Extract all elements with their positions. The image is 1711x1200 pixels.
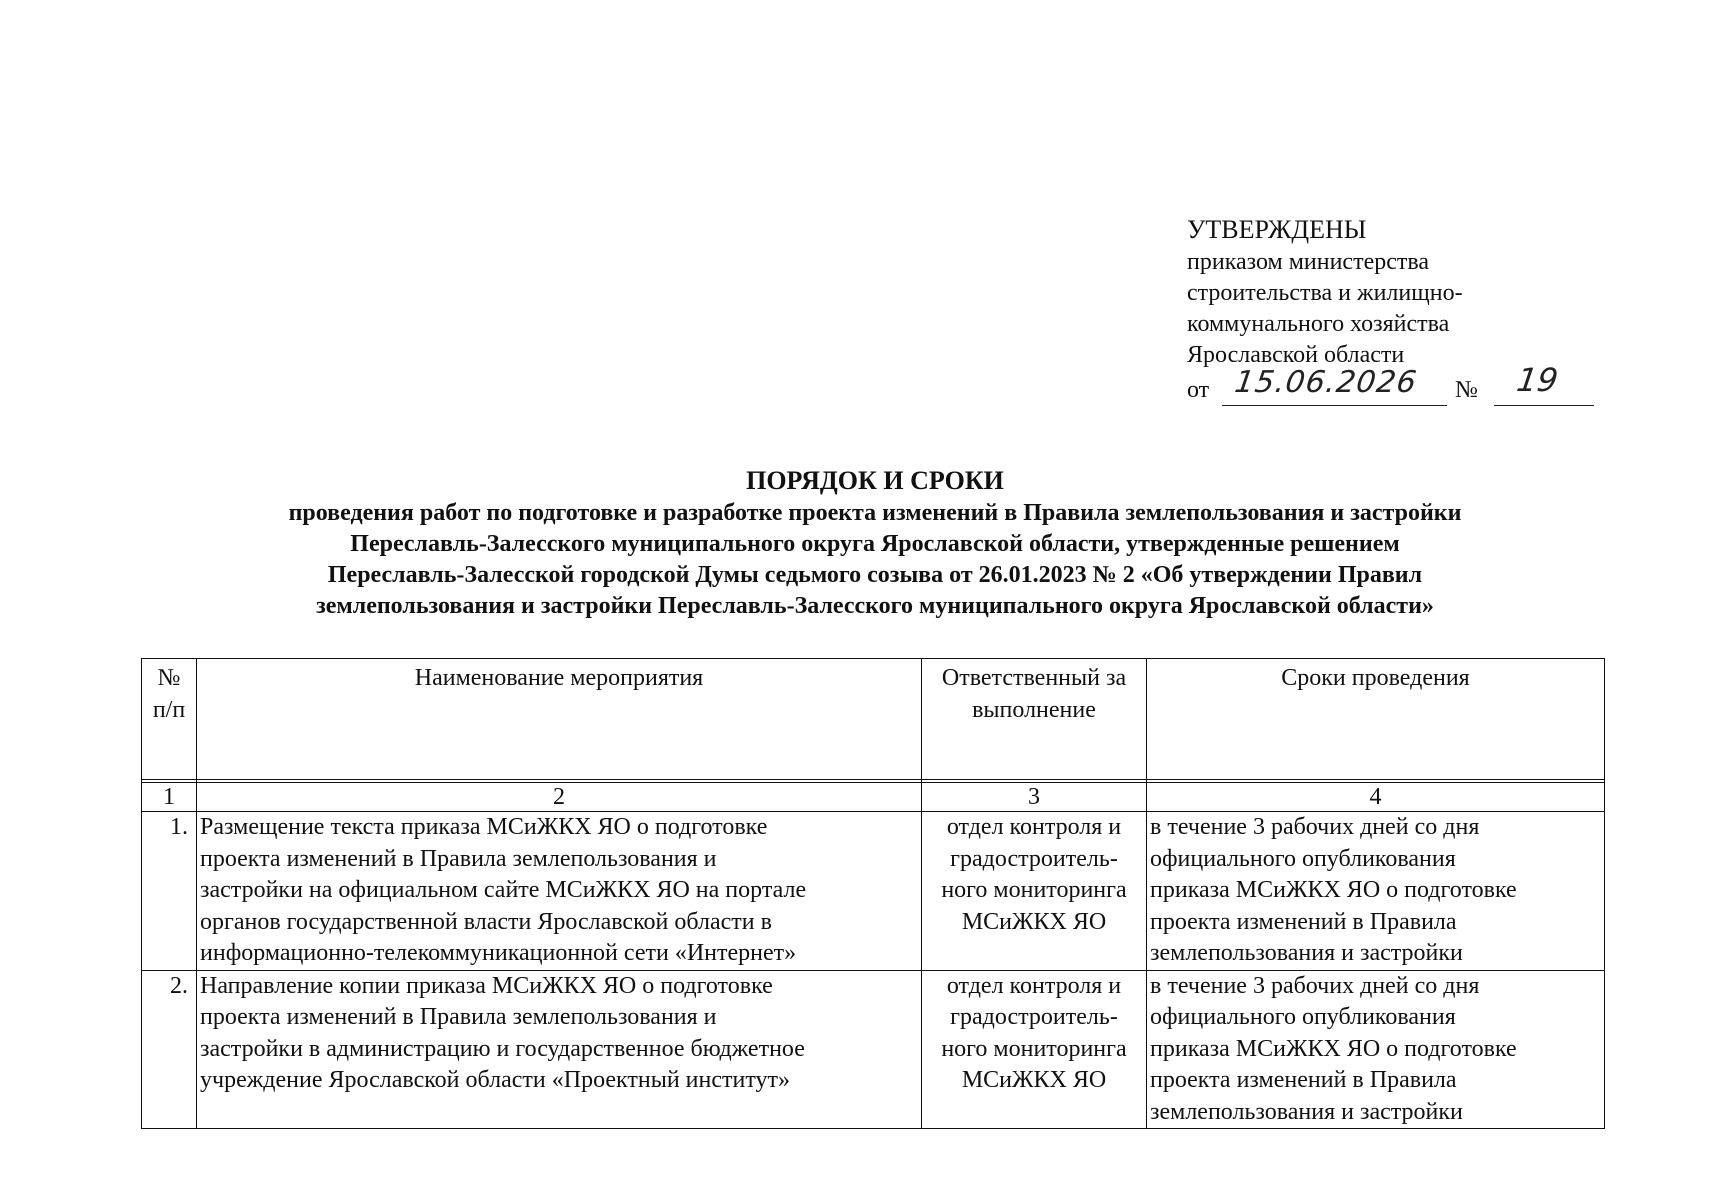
cell-line: проекта изменений в Правила bbox=[1150, 1067, 1457, 1093]
document-subtitle-line: Переславль-Залесского муниципального округа Ярославской области, утвержденные решением bbox=[350, 531, 1400, 557]
header-responsible bbox=[922, 659, 1147, 780]
document-subtitle-line: землепользования и застройки Переславль-Залесского муниципального округа Ярославской области» bbox=[316, 593, 1434, 619]
cell-line: официального опубликования bbox=[1150, 845, 1456, 872]
header-responsible-line: Ответственный за bbox=[941, 665, 1127, 691]
row-terms bbox=[1147, 812, 1605, 971]
table-row bbox=[142, 812, 1605, 971]
column-number: 1 bbox=[142, 783, 197, 812]
row-activity-name bbox=[197, 812, 922, 971]
header-number bbox=[142, 659, 197, 780]
cell-line: в течение 3 рабочих дней со дня bbox=[1150, 972, 1480, 999]
cell-line: проекта изменений в Правила bbox=[1150, 908, 1457, 935]
approval-block bbox=[1187, 213, 1607, 409]
cell-line: учреждение Ярославской области «Проектный институт» bbox=[200, 1067, 791, 1093]
header-responsible-line: выполнение bbox=[972, 696, 1096, 723]
cell-line: МСиЖКХ ЯО bbox=[961, 908, 1107, 935]
header-number-line: № bbox=[157, 665, 181, 691]
cell-line: органов государственной власти Ярославской области в bbox=[200, 908, 772, 935]
cell-line: проекта изменений в Правила землепользования и bbox=[200, 845, 717, 872]
work-plan-table bbox=[141, 658, 1605, 1129]
date-label: от bbox=[1187, 377, 1210, 403]
column-number: 4 bbox=[1147, 783, 1605, 812]
cell-line: отдел контроля и bbox=[946, 972, 1122, 999]
cell-line: проекта изменений в Правила землепользования и bbox=[200, 1004, 717, 1030]
column-number: 3 bbox=[922, 783, 1147, 812]
row-number: 1. bbox=[142, 812, 197, 971]
cell-line: отдел контроля и bbox=[946, 814, 1122, 840]
row-responsible bbox=[922, 812, 1147, 971]
cell-line: градостроитель- bbox=[950, 845, 1118, 872]
number-label: № bbox=[1455, 377, 1478, 403]
column-number: 2 bbox=[197, 783, 922, 812]
cell-line: информационно-телекоммуникационной сети «Интернет» bbox=[200, 940, 797, 966]
handwritten-number: 19 bbox=[1514, 361, 1561, 399]
approval-date-number-row bbox=[1187, 361, 1607, 409]
document-title-block bbox=[150, 464, 1600, 622]
row-activity-name bbox=[197, 970, 922, 1129]
cell-line: градостроитель- bbox=[950, 1004, 1118, 1030]
header-number-line: п/п bbox=[152, 696, 186, 723]
cell-line: приказа МСиЖКХ ЯО о подготовке bbox=[1150, 877, 1517, 903]
cell-line: ного мониторинга bbox=[941, 877, 1127, 903]
approval-line: Ярославской области bbox=[1187, 342, 1405, 368]
approval-line: приказом министерства bbox=[1187, 249, 1430, 275]
cell-line: МСиЖКХ ЯО bbox=[961, 1067, 1107, 1093]
cell-line: землепользования и застройки bbox=[1150, 1098, 1463, 1125]
cell-line: застройки в администрацию и государственное бюджетное bbox=[200, 1035, 805, 1062]
cell-line: застройки на официальном сайте МСиЖКХ ЯО на портале bbox=[200, 877, 807, 903]
document-subtitle-line: проведения работ по подготовке и разработке проекта изменений в Правила землепользования и застройки bbox=[288, 500, 1462, 526]
cell-line: Размещение текста приказа МСиЖКХ ЯО о подготовке bbox=[200, 814, 768, 840]
document-subtitle-line: Переславль-Залесской городской Думы седьмого созыва от 26.01.2023 № 2 «Об утверждении Правил bbox=[327, 562, 1423, 588]
row-terms bbox=[1147, 970, 1605, 1129]
approval-heading: УТВЕРЖДЕНЫ bbox=[1187, 215, 1367, 244]
handwritten-date: 15.06.2026 bbox=[1232, 365, 1420, 400]
cell-line: официального опубликования bbox=[1150, 1004, 1456, 1030]
cell-line: ного мониторинга bbox=[941, 1035, 1127, 1062]
column-numbers-row bbox=[142, 783, 1605, 812]
header-activity-name: Наименование мероприятия bbox=[197, 659, 922, 780]
row-number: 2. bbox=[142, 970, 197, 1129]
cell-line: приказа МСиЖКХ ЯО о подготовке bbox=[1150, 1035, 1517, 1062]
table-row bbox=[142, 970, 1605, 1129]
header-terms: Сроки проведения bbox=[1147, 659, 1605, 780]
document-title: ПОРЯДОК И СРОКИ bbox=[746, 466, 1004, 495]
cell-line: Направление копии приказа МСиЖКХ ЯО о подготовке bbox=[200, 972, 773, 999]
table-header-row bbox=[142, 659, 1605, 780]
approval-line: строительства и жилищно- bbox=[1187, 280, 1463, 306]
cell-line: землепользования и застройки bbox=[1150, 940, 1463, 966]
approval-line: коммунального хозяйства bbox=[1187, 311, 1450, 337]
cell-line: в течение 3 рабочих дней со дня bbox=[1150, 814, 1480, 840]
row-responsible bbox=[922, 970, 1147, 1129]
